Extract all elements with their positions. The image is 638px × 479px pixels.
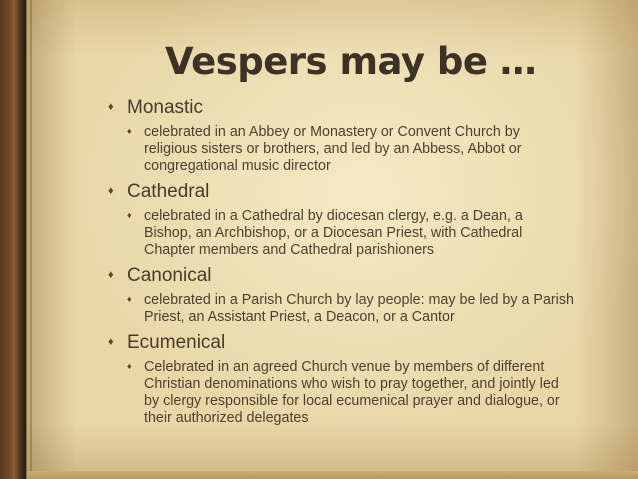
bullet-list — [108, 96, 608, 432]
section-detail: celebrated in a Parish Church by lay people: may be led by a Parish Priest, an Assistant Priest, a Deacon, or a Cantor — [144, 292, 574, 325]
list-item — [108, 180, 608, 206]
list-item — [127, 292, 608, 326]
section-heading: Ecumenical — [127, 332, 226, 353]
section-cathedral — [108, 180, 608, 259]
diamond-bullet-icon: ♦ — [127, 294, 132, 304]
slide-title: Vespers may be … — [165, 40, 537, 83]
diamond-bullet-icon: ♦ — [127, 126, 132, 136]
section-heading: Monastic — [127, 97, 204, 118]
diamond-bullet-icon: ♦ — [108, 101, 114, 113]
diamond-bullet-icon: ♦ — [108, 269, 114, 281]
section-detail: celebrated in an Abbey or Monastery or Convent Church by religious sisters or brothers, and led by an Abbess, Abbot or congregational music director — [144, 124, 522, 174]
list-item — [127, 359, 608, 427]
list-item — [108, 96, 608, 122]
list-item — [108, 264, 608, 290]
diamond-bullet-icon: ♦ — [127, 361, 132, 371]
book-spine — [30, 0, 32, 479]
section-canonical — [108, 264, 608, 326]
page-edge — [27, 471, 638, 479]
section-monastic — [108, 96, 608, 175]
section-ecumenical — [108, 331, 608, 427]
diamond-bullet-icon: ♦ — [127, 210, 132, 220]
section-detail: celebrated in a Cathedral by diocesan clergy, e.g. a Dean, a Bishop, an Archbishop, or a Diocesan Priest, with Cathedral Chapter members and Cathedral parishioners — [144, 208, 523, 258]
list-item — [127, 124, 608, 175]
section-detail: Celebrated in an agreed Church venue by members of different Christian denominations who wish to pray together, and jointly led by clergy responsible for local ecumenical prayer and dialogue, or their authorized delegates — [144, 359, 560, 426]
section-heading: Canonical — [127, 265, 212, 286]
diamond-bullet-icon: ♦ — [108, 336, 114, 348]
list-item — [127, 208, 608, 259]
list-item — [108, 331, 608, 357]
diamond-bullet-icon: ♦ — [108, 185, 114, 197]
section-heading: Cathedral — [127, 181, 210, 202]
